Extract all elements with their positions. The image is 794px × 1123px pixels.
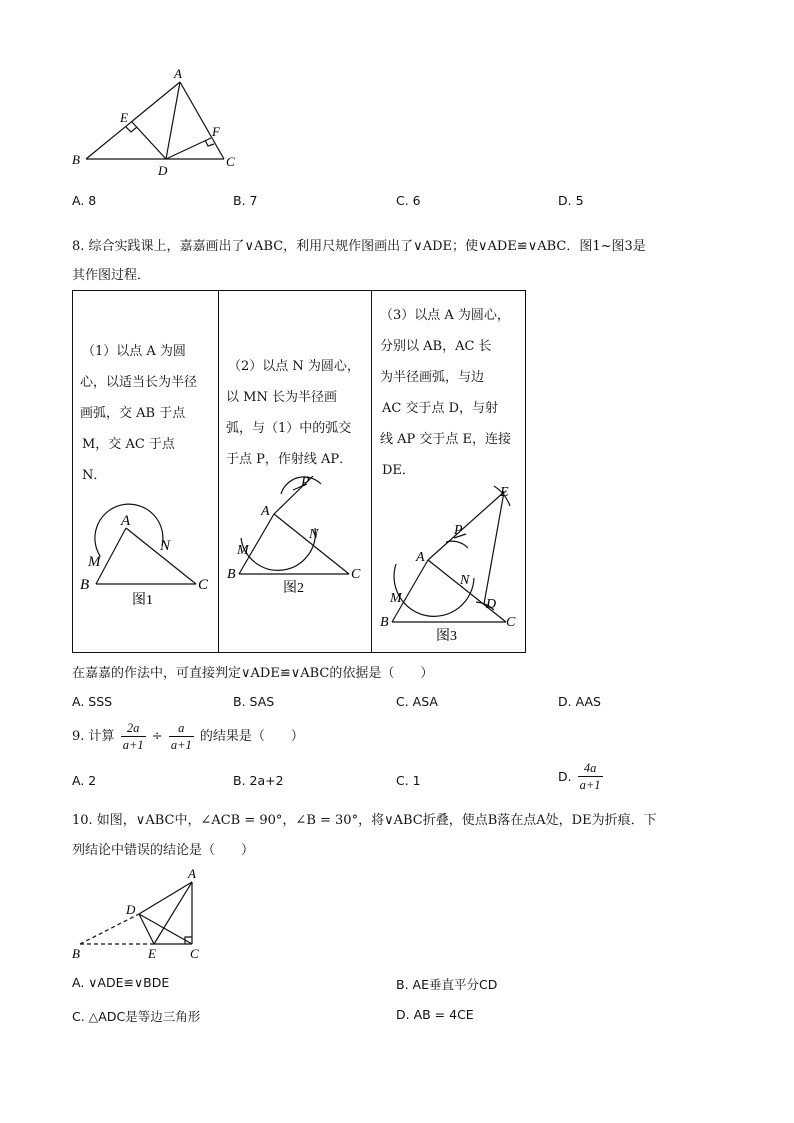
fig1-caption: 图1: [132, 593, 153, 608]
fig3-label-e: E: [500, 485, 509, 500]
q10-label-d: D: [126, 902, 136, 917]
q8-step3-line: 线 AP 交于点 E，连接: [380, 432, 512, 447]
fig1-label-n: N: [160, 538, 171, 554]
q9-option-d-num: 4a: [578, 760, 603, 777]
q7-label-c: C: [226, 154, 235, 169]
fig1-label-b: B: [80, 577, 90, 593]
q8-step1-line: 画弧，交 AB 于点: [80, 406, 186, 421]
q7-label-e: E: [120, 110, 128, 125]
q8-step3-line: 为半径画弧，与边: [380, 370, 485, 385]
q8-step2-line: 于点 P，作射线 AP．: [226, 452, 353, 467]
q10-stem-line1: 10. 如图，∨ABC中，∠ACB = 90°，∠B = 30°，将∨ABC折叠，使点B落在点A处，DE为折痕．下: [72, 813, 657, 828]
q9-frac2-num: a: [169, 720, 194, 737]
q8-option-c: C. ASA: [396, 694, 438, 709]
fig3-label-b: B: [380, 615, 389, 630]
q10-label-e: E: [148, 946, 156, 961]
fig2-label-m: M: [237, 543, 249, 558]
q10-label-a: A: [188, 866, 196, 881]
q7-option-c: C. 6: [396, 193, 421, 208]
q10-option-c: C. △ADC是等边三角形: [72, 1009, 201, 1024]
q9-operator: ÷: [151, 729, 163, 744]
fig2-label-c: C: [351, 567, 361, 582]
fig3-label-d: D: [486, 597, 497, 612]
q8-option-a: A. SSS: [72, 694, 113, 709]
q9-option-d-fraction: [578, 760, 603, 793]
q8-step2-line: 弧，与（1）中的弧交: [226, 421, 352, 436]
q9-frac1-num: 2a: [121, 720, 146, 737]
q7-option-a: A. 8: [72, 193, 97, 208]
q7-label-d: D: [158, 163, 168, 178]
q8-option-b: B. SAS: [233, 694, 275, 709]
q9-frac1-den: a+1: [122, 738, 144, 752]
q10-label-c: C: [190, 946, 199, 961]
q8-step3-line: （3）以点 A 为圆心，: [380, 308, 510, 323]
fig3-label-c: C: [506, 615, 516, 630]
fig2-label-a: A: [261, 504, 270, 519]
q7-option-b: B. 7: [233, 193, 258, 208]
fig2-caption: 图2: [283, 581, 304, 596]
q10-stem-line2: 列结论中错误的结论是（ ）: [72, 843, 255, 858]
q9-option-d-prefix: D.: [558, 769, 572, 784]
q9-frac2-den: a+1: [170, 738, 192, 752]
q10-figure: [64, 864, 214, 964]
q10-label-b: B: [72, 946, 80, 961]
q8-step2-line: （2）以点 N 为圆心，: [228, 359, 360, 374]
q8-step3-line: AC 交于点 D，与射: [382, 401, 499, 416]
q10-option-b: B. AE垂直平分CD: [396, 977, 498, 992]
q7-label-b: B: [72, 152, 80, 167]
q7-option-d: D. 5: [558, 193, 584, 208]
fig3-label-m: M: [390, 591, 402, 606]
q8-step1-line: N．: [82, 468, 107, 483]
q9-suffix: 的结果是（ ）: [199, 729, 304, 744]
q7-figure: [60, 62, 260, 182]
fig1-label-a: A: [121, 513, 131, 529]
q9-option-d: [558, 760, 605, 793]
q9-prefix: 9. 计算: [72, 729, 115, 744]
fig3-label-a: A: [416, 550, 425, 565]
q8-stem-line1: 8. 综合实践课上，嘉嘉画出了∨ABC，利用尺规作图画出了∨ADE；使∨ADE≌∨ABC．图1~图3是: [72, 239, 646, 254]
q9-fraction-1: [121, 720, 146, 753]
q7-label-f: F: [212, 124, 220, 139]
q9-option-a: A. 2: [72, 773, 97, 788]
q8-step2-line: 以 MN 长为半径画: [226, 390, 337, 405]
fig1-label-c: C: [198, 577, 209, 593]
fig1-label-m: M: [88, 554, 101, 570]
q9-option-d-den: a+1: [579, 778, 601, 792]
q8-option-d: D. AAS: [558, 694, 601, 709]
q8-step1-line: （1）以点 A 为圆: [82, 344, 186, 359]
q9-option-c: C. 1: [396, 773, 421, 788]
q9-option-b: B. 2a+2: [233, 773, 284, 788]
q8-step3-line: 分别以 AB，AC 长: [380, 339, 492, 354]
q7-label-a: A: [174, 66, 182, 81]
q8-figure-1: [74, 488, 216, 613]
q9-fraction-2: [169, 720, 194, 753]
q10-option-d: D. AB = 4CE: [396, 1007, 474, 1022]
fig2-label-n: N: [309, 527, 319, 542]
fig2-label-b: B: [227, 567, 236, 582]
fig2-label-p: P: [301, 475, 310, 490]
q9-stem: [72, 720, 304, 753]
q8-step1-line: M，交 AC 于点: [82, 437, 175, 452]
q8-table-divider: [218, 290, 219, 653]
q8-step1-line: 心，以适当长为半径: [80, 375, 198, 390]
q8-figure-3: [374, 482, 524, 648]
q8-step3-line: DE．: [382, 463, 415, 478]
q8-table-divider: [371, 290, 372, 653]
q8-question: 在嘉嘉的作法中，可直接判定∨ADE≌∨ABC的依据是（ ）: [72, 666, 434, 681]
q8-stem-line2: 其作图过程．: [72, 268, 151, 283]
q10-option-a: A. ∨ADE≌∨BDE: [72, 975, 170, 990]
fig3-label-n: N: [460, 573, 470, 588]
fig3-label-p: P: [454, 523, 463, 538]
fig3-caption: 图3: [436, 629, 457, 644]
q8-figure-2: [221, 470, 369, 600]
